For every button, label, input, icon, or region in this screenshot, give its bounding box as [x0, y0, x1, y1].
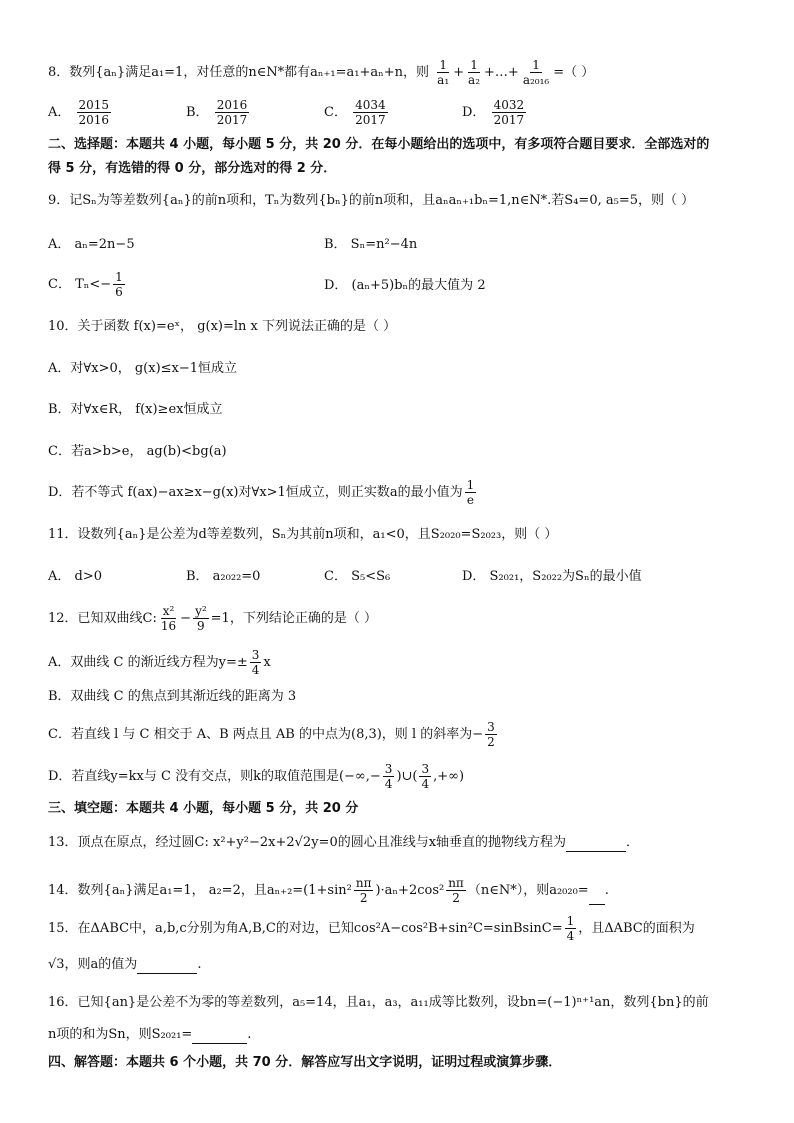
q12-d-pre: D．若直线y=kx与 C 没有交点，则k的取值范围是 [48, 769, 339, 784]
q14-answer-blank[interactable] [589, 890, 605, 905]
q8-option-a [48, 98, 113, 127]
q8-plus: + [453, 65, 465, 80]
q11-option-a: A． d>0 [48, 569, 103, 584]
q12-a-pre: A．双曲线 C 的渐近线方程为y=± [48, 655, 248, 670]
q14-f2-num: nπ [448, 876, 464, 890]
q9-c-num: 1 [115, 270, 123, 284]
q14-f2-den: 2 [452, 891, 460, 905]
q12-d-num2: 3 [421, 762, 430, 776]
q16-line2-text: n项的和为Sn，则S₂₀₂₁= [48, 1027, 193, 1042]
q10-d-den: e [466, 493, 474, 507]
q9-stem: 9．记Sₙ为等差数列{aₙ}的前n项和，Tₙ为数列{bₙ}的前n项和，且aₙaₙ₊₁bₙ=1,n∈N*.若S₄=0, a₅=5，则（ ） [48, 193, 695, 208]
q8-frac-3 [521, 58, 551, 87]
q9-option-a: A． aₙ=2n−5 [48, 237, 135, 252]
q12-c-frac [485, 720, 497, 749]
q15-pre: 15．在ΔABC中，a,b,c分别为角A,B,C的对边，已知cos²A−cos²B+sin²C=sinBsinC= [48, 921, 563, 936]
q12-minus: − [180, 611, 192, 626]
q8-f3-num: 1 [532, 58, 540, 72]
q8-sum-tail: +…+ [484, 65, 519, 80]
q12-d-den1: 4 [384, 777, 393, 791]
q13-stem: 13．顶点在原点，经过圆C: x²+y²−2x+2√2y=0的圆心且准线与x轴垂直的抛物线方程为 [48, 835, 567, 850]
q9-c-frac [113, 270, 125, 299]
q8-b-label: B． [186, 105, 209, 120]
q11-stem: 11．设数列{aₙ}是公差为d等差数列，Sₙ为其前n项和，a₁<0，且S₂₀₂₀=S₂₀₂₃，则（ ） [48, 527, 558, 542]
q12-x-frac [159, 604, 178, 633]
q8-end: =（ ） [553, 65, 595, 80]
q12-stem-post: =1，下列结论正确的是（ ） [210, 611, 377, 626]
q8-frac-2 [466, 58, 482, 87]
q14-post: （n∈N*），则a₂₀₂₀= [467, 883, 589, 898]
q15-f-num: 1 [566, 914, 575, 928]
q8-f2-den: a₂ [468, 73, 481, 87]
q10-option-d [48, 478, 478, 507]
q13-end: ． [626, 835, 640, 850]
q8-f2-num: 1 [470, 58, 478, 72]
q13-text [48, 834, 639, 852]
q8-a-frac [77, 98, 112, 127]
q14-pre: 14．数列{aₙ}满足a₁=1， a₂=2，且aₙ₊₂=(1+sin² [48, 883, 352, 898]
section4-heading: 四、解答题：本题共 6 个小题，共 70 分．解答应写出文字说明，证明过程或演算步骤． [48, 1055, 562, 1070]
q10-stem: 10．关于函数 f(x)=eˣ， g(x)=ln x 下列说法正确的是（ ） [48, 319, 397, 334]
q14-frac1 [354, 876, 374, 905]
q12-stem-pre: 12．已知双曲线C: [48, 611, 157, 626]
section2-heading-line1: 二、选择题：本题共 4 小题，每小题 5 分，共 20 分．在每小题给出的选项中，有多项符合题目要求．全部选对的 [48, 137, 710, 152]
q8-d-frac [492, 98, 527, 127]
q16-line2 [48, 1026, 251, 1044]
q9-c-pre: C． Tₙ<− [48, 277, 112, 292]
q12-d-r: ,+∞) [433, 769, 465, 784]
q12-d-frac2 [419, 762, 431, 791]
q12-x-den: 16 [160, 619, 177, 633]
q8-option-d [462, 98, 528, 127]
q12-a-num: 3 [251, 648, 260, 662]
q9-c-den: 6 [115, 285, 123, 299]
q8-b-num: 2016 [216, 98, 248, 112]
q10-option-c: C．若a>b>e， ag(b)<bg(a) [48, 444, 227, 459]
q12-option-a [48, 648, 271, 677]
q12-y-num: y² [195, 604, 207, 618]
q10-d-num: 1 [466, 478, 475, 492]
q10-d-frac [465, 478, 477, 507]
q15-end: . [197, 957, 202, 972]
q15-post: ，且ΔABC的面积为 [578, 921, 695, 936]
q8-stem-text: 8．数列{aₙ}满足a₁=1，对任意的n∈N*都有aₙ₊₁=a₁+aₙ+n，则 [48, 65, 430, 80]
q12-x-num: x² [162, 604, 175, 618]
q8-c-frac [353, 98, 388, 127]
q8-option-c [324, 98, 390, 127]
q12-y-den: 9 [197, 619, 205, 633]
q8-c-den: 2017 [355, 113, 386, 127]
q8-d-num: 4032 [493, 98, 525, 112]
q8-c-num: 4034 [355, 98, 386, 112]
q12-option-b: B．双曲线 C 的焦点到其渐近线的距离为 3 [48, 689, 297, 704]
q14-text [48, 876, 609, 905]
q12-stem [48, 604, 377, 633]
q15-f-den: 4 [566, 929, 575, 943]
q14-end: . [604, 883, 609, 898]
q13-answer-blank[interactable] [566, 837, 626, 852]
section3-heading: 三、填空题：本题共 4 小题，每小题 5 分，共 20 分 [48, 801, 359, 816]
q11-option-b: B． a₂₀₂₂=0 [186, 569, 261, 584]
q8-b-den: 2017 [216, 113, 248, 127]
q12-c-pre: C．若直线 l 与 C 相交于 A、B 两点且 AB 的中点为(8,3)，则 l 的斜率为− [48, 727, 484, 742]
q12-d-num1: 3 [384, 762, 393, 776]
q12-a-den: 4 [251, 663, 260, 677]
q8-stem [48, 58, 594, 87]
q12-option-d [48, 762, 464, 791]
q10-option-a: A．对∀x>0， g(x)≤x−1恒成立 [48, 361, 238, 376]
q8-d-den: 2017 [493, 113, 525, 127]
q12-a-post: x [263, 655, 271, 670]
q12-d-frac1 [383, 762, 395, 791]
q12-d-l1: (−∞,− [338, 769, 381, 784]
q8-a-num: 2015 [78, 98, 110, 112]
q8-f3-den: a₂₀₁₆ [522, 73, 550, 87]
q8-a-den: 2016 [78, 113, 110, 127]
q12-option-c [48, 720, 499, 749]
q8-f1-den: a₁ [437, 73, 450, 87]
q14-f1-num: nπ [355, 876, 372, 890]
q10-d-pre: D．若不等式 f(ax)−ax≥x−g(x)对∀x>1恒成立，则正实数a的最小值为 [48, 485, 463, 500]
q14-frac2 [446, 876, 466, 905]
q14-mid: )·aₙ+2cos² [375, 883, 445, 898]
q15-line1 [48, 914, 695, 943]
q8-f1-num: 1 [439, 58, 447, 72]
q8-b-frac [215, 98, 250, 127]
q8-option-b [186, 98, 251, 127]
q15-line2 [48, 956, 201, 974]
q12-a-frac [250, 648, 262, 677]
q16-end: . [247, 1027, 252, 1042]
q9-option-c [48, 270, 127, 299]
q15-answer-blank[interactable] [137, 959, 197, 974]
section2-heading-line2: 得 5 分，有选错的得 0 分，部分选对的得 2 分． [48, 161, 337, 176]
q14-f1-den: 2 [359, 891, 368, 905]
q15-frac [565, 914, 577, 943]
q11-option-d: D． S₂₀₂₁，S₂₀₂₂为Sₙ的最小值 [462, 569, 642, 584]
q12-y-frac [193, 604, 209, 633]
q9-option-b: B． Sₙ=n²−4n [324, 237, 418, 252]
q8-c-label: C． [324, 105, 347, 120]
q12-d-den2: 4 [421, 777, 430, 791]
q12-c-den: 2 [487, 735, 495, 749]
q12-c-num: 3 [487, 720, 495, 734]
q8-a-label: A． [48, 105, 71, 120]
q9-option-d: D． (aₙ+5)bₙ的最大值为 2 [324, 278, 486, 293]
q10-option-b: B．对∀x∈R， f(x)≥ex恒成立 [48, 402, 223, 417]
q16-line1: 16．已知{an}是公差不为零的等差数列，a₅=14，且a₁，a₃，a₁₁成等比数列，设bn=(−1)ⁿ⁺¹an，数列{bn}的前 [48, 995, 709, 1010]
q8-d-label: D． [462, 105, 486, 120]
q11-option-c: C． S₅<S₆ [324, 569, 391, 584]
q16-answer-blank[interactable] [192, 1029, 247, 1044]
q8-frac-1 [435, 58, 451, 87]
q12-d-mid: )∪( [396, 769, 418, 784]
q15-line2-text: √3，则a的值为 [48, 957, 138, 972]
